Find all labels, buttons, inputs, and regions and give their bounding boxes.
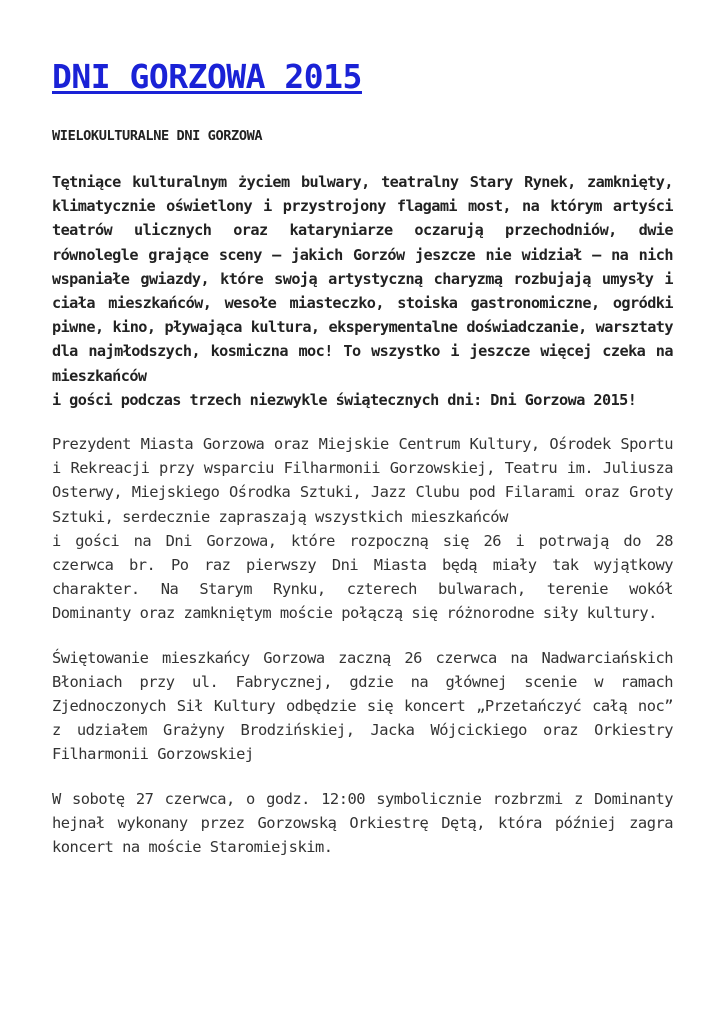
article-title — [52, 54, 673, 100]
body-paragraph — [52, 787, 673, 860]
paragraph-line: Świętowanie mieszkańcy Gorzowa zaczną 26 czerwca na Nadwarciańskich Błoniach przy ul. Fabrycznej, gdzie na głównej scenie w ramach Zjednoczonych Sił Kultury odbędzie się koncert „Przetańczyć całą noc” z udziałem Grażyny Brodzińskiej, Jacka Wójcickiego oraz Orkiestry Filharmonii Gorzowskiej — [52, 648, 673, 764]
paragraph-line: Tętniące kulturalnym życiem bulwary, teatralny Stary Rynek, zamknięty, klimatycznie oświetlony i przystrojony flagami most, na którym artyści teatrów ulicznych oraz kataryniarze oczarują przechodniów, dwie równolegle grające sceny – jakich Gorzów jeszcze nie widział – na nich wspaniałe gwiazdy, które swoją artystyczną charyzmą rozbujają umysły i ciała mieszkańców, wesołe miasteczko, stoiska gastronomiczne, ogródki piwne, kino, pływająca kultura, eksperymentalne doświadczanie, warsztaty dla najmłodszych, kosmiczna moc! To wszystko i jeszcze więcej czeka na mieszkańców — [52, 173, 673, 385]
article — [52, 54, 673, 879]
paragraph-line: W sobotę 27 czerwca, o godz. 12:00 symbolicznie rozbrzmi z Dominanty hejnał wykonany przez Gorzowską Orkiestrę Dętą, która później zagra koncert na moście Staromiejskim. — [52, 789, 673, 857]
body-paragraph — [52, 432, 673, 626]
intro-paragraph — [52, 170, 673, 412]
paragraph-line: i gości na Dni Gorzowa, które rozpoczną się 26 i potrwają do 28 czerwca br. Po raz pierwszy Dni Miasta będą miały tak wyjątkowy charakter. Na Starym Rynku, czterech bulwarach, terenie wokół Dominanty oraz zamkniętym moście połączą się różnorodne siły kultury. — [52, 531, 673, 623]
article-subtitle: WIELOKULTURALNE DNI GORZOWA — [52, 128, 263, 144]
paragraph-line: i gości podczas trzech niezwykle świątecznych dni: Dni Gorzowa 2015! — [52, 390, 637, 409]
article-title-link[interactable]: DNI GORZOWA 2015 — [52, 57, 362, 96]
body-paragraph — [52, 646, 673, 767]
paragraph-line: Prezydent Miasta Gorzowa oraz Miejskie Centrum Kultury, Ośrodek Sportu i Rekreacji przy wsparciu Filharmonii Gorzowskiej, Teatru im. Juliusza Osterwy, Miejskiego Ośrodka Sztuki, Jazz Clubu pod Filarami oraz Groty Sztuki, serdecznie zapraszają wszystkich mieszkańców — [52, 435, 673, 526]
